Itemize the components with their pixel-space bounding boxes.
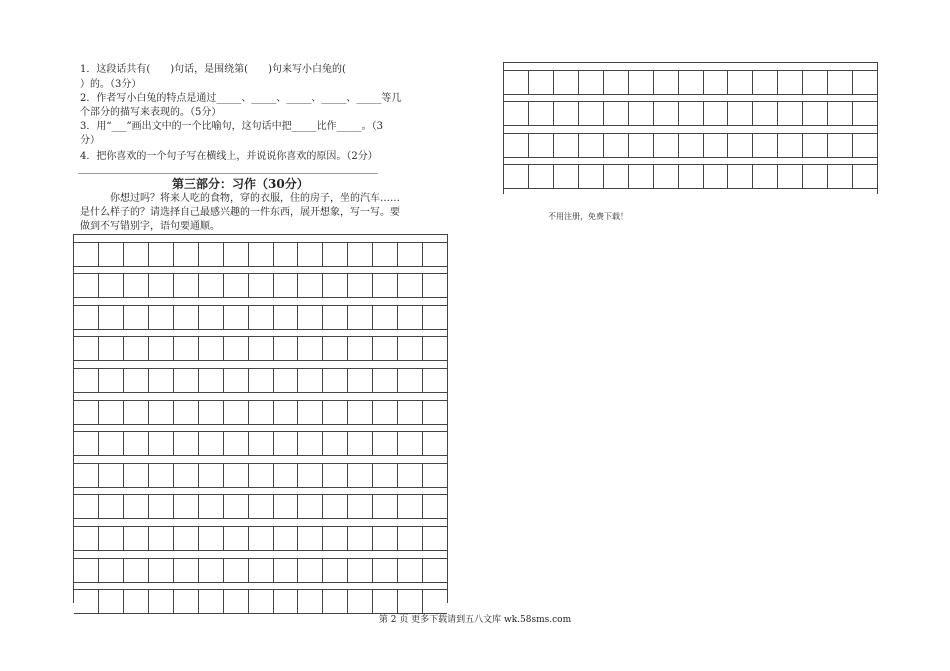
grid-row xyxy=(74,305,447,330)
grid-cell[interactable] xyxy=(579,134,604,157)
grid-row xyxy=(504,70,877,95)
prompt-line-1: 你想过吗？将来人吃的食物，穿的衣服，住的房子，坐的汽车…… xyxy=(110,193,400,204)
grid-cell[interactable] xyxy=(803,134,828,157)
grid-cell[interactable] xyxy=(704,71,729,94)
grid-cell[interactable] xyxy=(224,559,249,582)
grid-cell[interactable] xyxy=(629,134,654,157)
grid-cell[interactable] xyxy=(149,306,174,329)
grid-cell[interactable] xyxy=(149,590,174,613)
grid-cell[interactable] xyxy=(629,165,654,188)
grid-cell[interactable] xyxy=(704,134,729,157)
grid-cell[interactable] xyxy=(74,369,99,392)
grid-cell[interactable] xyxy=(298,559,323,582)
grid-cell[interactable] xyxy=(778,71,803,94)
grid-cell[interactable] xyxy=(199,243,224,266)
grid-cell[interactable] xyxy=(679,134,704,157)
grid-cell[interactable] xyxy=(199,401,224,424)
grid-cell[interactable] xyxy=(853,165,877,188)
grid-cell[interactable] xyxy=(398,559,423,582)
section-title: 第三部分：习作（30分） xyxy=(172,177,309,191)
grid-cell[interactable] xyxy=(274,432,299,455)
grid-row xyxy=(74,463,447,488)
grid-cell[interactable] xyxy=(174,306,199,329)
prompt-line-3: 做到不写错别字，语句要通顺。 xyxy=(80,221,220,232)
grid-cell[interactable] xyxy=(504,102,529,125)
grid-cell[interactable] xyxy=(373,369,398,392)
grid-cell[interactable] xyxy=(398,527,423,550)
grid-cell[interactable] xyxy=(199,464,224,487)
grid-cell[interactable] xyxy=(224,243,249,266)
grid-cell[interactable] xyxy=(174,464,199,487)
grid-cell[interactable] xyxy=(323,590,348,613)
grid-cell[interactable] xyxy=(728,102,753,125)
grid-cell[interactable] xyxy=(124,464,149,487)
grid-cell[interactable] xyxy=(124,306,149,329)
grid-cell[interactable] xyxy=(199,337,224,360)
grid-cell[interactable] xyxy=(778,165,803,188)
grid-cell[interactable] xyxy=(249,590,274,613)
grid-cell[interactable] xyxy=(224,432,249,455)
prompt-line-2: 是什么样子的？请选择自己最感兴趣的一件东西，展开想象，写一写。要 xyxy=(80,207,400,218)
page-footer: 第 2 页 更多下载请到五八文库 wk.58sms.com xyxy=(378,615,572,625)
grid-cell[interactable] xyxy=(778,134,803,157)
grid-cell[interactable] xyxy=(753,165,778,188)
grid-row xyxy=(74,400,447,425)
grid-cell[interactable] xyxy=(373,243,398,266)
grid-cell[interactable] xyxy=(529,165,554,188)
grid-cell[interactable] xyxy=(199,306,224,329)
grid-cell[interactable] xyxy=(398,495,423,518)
grid-cell[interactable] xyxy=(298,527,323,550)
grid-cell[interactable] xyxy=(124,274,149,297)
grid-cell[interactable] xyxy=(554,165,579,188)
grid-cell[interactable] xyxy=(149,369,174,392)
grid-cell[interactable] xyxy=(124,337,149,360)
grid-cell[interactable] xyxy=(554,71,579,94)
grid-cell[interactable] xyxy=(274,590,299,613)
grid-cell[interactable] xyxy=(348,337,373,360)
grid-cell[interactable] xyxy=(298,306,323,329)
grid-cell[interactable] xyxy=(298,590,323,613)
grid-cell[interactable] xyxy=(348,527,373,550)
grid-cell[interactable] xyxy=(348,306,373,329)
grid-row xyxy=(74,368,447,393)
grid-cell[interactable] xyxy=(828,71,853,94)
grid-cell[interactable] xyxy=(224,590,249,613)
grid-cell[interactable] xyxy=(323,369,348,392)
grid-cell[interactable] xyxy=(249,464,274,487)
grid-cell[interactable] xyxy=(298,369,323,392)
grid-cell[interactable] xyxy=(124,495,149,518)
grid-cell[interactable] xyxy=(373,464,398,487)
grid-row xyxy=(74,336,447,361)
grid-row xyxy=(74,558,447,583)
grid-cell[interactable] xyxy=(529,71,554,94)
grid-cell[interactable] xyxy=(249,306,274,329)
grid-cell[interactable] xyxy=(348,559,373,582)
grid-cell[interactable] xyxy=(249,274,274,297)
grid-cell[interactable] xyxy=(803,165,828,188)
grid-cell[interactable] xyxy=(504,71,529,94)
grid-cell[interactable] xyxy=(298,401,323,424)
grid-cell[interactable] xyxy=(679,102,704,125)
grid-cell[interactable] xyxy=(728,134,753,157)
grid-cell[interactable] xyxy=(373,274,398,297)
grid-cell[interactable] xyxy=(373,337,398,360)
grid-cell[interactable] xyxy=(99,337,124,360)
grid-cell[interactable] xyxy=(124,527,149,550)
grid-cell[interactable] xyxy=(149,401,174,424)
grid-cell[interactable] xyxy=(74,527,99,550)
grid-cell[interactable] xyxy=(99,590,124,613)
grid-cell[interactable] xyxy=(679,165,704,188)
grid-cell[interactable] xyxy=(74,337,99,360)
grid-cell[interactable] xyxy=(274,559,299,582)
grid-cell[interactable] xyxy=(174,274,199,297)
grid-cell[interactable] xyxy=(298,337,323,360)
grid-cell[interactable] xyxy=(298,274,323,297)
grid-cell[interactable] xyxy=(99,527,124,550)
grid-cell[interactable] xyxy=(504,134,529,157)
grid-cell[interactable] xyxy=(249,337,274,360)
grid-cell[interactable] xyxy=(398,337,423,360)
grid-cell[interactable] xyxy=(348,432,373,455)
grid-cell[interactable] xyxy=(423,590,447,613)
grid-cell[interactable] xyxy=(629,102,654,125)
grid-cell[interactable] xyxy=(298,495,323,518)
question-2-line-2: 个部分的描写来表现的。（5分） xyxy=(80,107,222,118)
grid-cell[interactable] xyxy=(199,559,224,582)
grid-cell[interactable] xyxy=(398,274,423,297)
grid-cell[interactable] xyxy=(604,165,629,188)
grid-cell[interactable] xyxy=(423,527,447,550)
grid-cell[interactable] xyxy=(348,243,373,266)
grid-cell[interactable] xyxy=(803,71,828,94)
question-3-line-2: 分） xyxy=(80,135,100,146)
grid-cell[interactable] xyxy=(554,102,579,125)
grid-cell[interactable] xyxy=(174,432,199,455)
grid-cell[interactable] xyxy=(74,464,99,487)
grid-cell[interactable] xyxy=(149,274,174,297)
grid-cell[interactable] xyxy=(323,527,348,550)
grid-row xyxy=(74,273,447,298)
grid-row xyxy=(504,101,877,126)
grid-cell[interactable] xyxy=(74,243,99,266)
grid-cell[interactable] xyxy=(704,165,729,188)
grid-cell[interactable] xyxy=(604,134,629,157)
grid-cell[interactable] xyxy=(99,243,124,266)
grid-cell[interactable] xyxy=(74,401,99,424)
grid-cell[interactable] xyxy=(74,559,99,582)
grid-cell[interactable] xyxy=(174,590,199,613)
grid-cell[interactable] xyxy=(423,464,447,487)
grid-cell[interactable] xyxy=(274,243,299,266)
grid-cell[interactable] xyxy=(579,102,604,125)
grid-cell[interactable] xyxy=(828,102,853,125)
question-4: 4．把你喜欢的一个句子写在横线上，并说说你喜欢的原因。（2分） xyxy=(80,151,378,162)
grid-cell[interactable] xyxy=(398,306,423,329)
grid-cell[interactable] xyxy=(249,432,274,455)
grid-cell[interactable] xyxy=(323,495,348,518)
grid-cell[interactable] xyxy=(423,243,447,266)
grid-cell[interactable] xyxy=(224,369,249,392)
grid-cell[interactable] xyxy=(224,527,249,550)
grid-cell[interactable] xyxy=(323,559,348,582)
grid-cell[interactable] xyxy=(224,401,249,424)
grid-top-rule xyxy=(74,234,447,235)
grid-cell[interactable] xyxy=(504,165,529,188)
grid-cell[interactable] xyxy=(199,369,224,392)
grid-row xyxy=(74,431,447,456)
grid-cell[interactable] xyxy=(654,71,679,94)
note-text: 不用注册，免费下载！ xyxy=(548,212,628,221)
grid-cell[interactable] xyxy=(174,369,199,392)
grid-cell[interactable] xyxy=(853,102,877,125)
writing-grid-right[interactable] xyxy=(503,62,878,194)
grid-cell[interactable] xyxy=(398,590,423,613)
grid-cell[interactable] xyxy=(529,102,554,125)
grid-cell[interactable] xyxy=(274,527,299,550)
grid-cell[interactable] xyxy=(654,165,679,188)
grid-cell[interactable] xyxy=(423,337,447,360)
grid-cell[interactable] xyxy=(199,432,224,455)
grid-cell[interactable] xyxy=(423,559,447,582)
grid-cell[interactable] xyxy=(149,495,174,518)
grid-cell[interactable] xyxy=(74,274,99,297)
grid-cell[interactable] xyxy=(174,495,199,518)
grid-cell[interactable] xyxy=(828,165,853,188)
grid-cell[interactable] xyxy=(323,464,348,487)
grid-cell[interactable] xyxy=(174,527,199,550)
grid-cell[interactable] xyxy=(554,134,579,157)
grid-cell[interactable] xyxy=(199,495,224,518)
grid-cell[interactable] xyxy=(323,306,348,329)
grid-cell[interactable] xyxy=(373,495,398,518)
grid-top-rule xyxy=(504,62,877,63)
grid-cell[interactable] xyxy=(274,495,299,518)
grid-row xyxy=(504,164,877,189)
grid-cell[interactable] xyxy=(778,102,803,125)
grid-cell[interactable] xyxy=(124,243,149,266)
grid-cell[interactable] xyxy=(298,432,323,455)
grid-cell[interactable] xyxy=(174,401,199,424)
grid-cell[interactable] xyxy=(149,432,174,455)
grid-cell[interactable] xyxy=(348,464,373,487)
grid-row xyxy=(74,242,447,267)
grid-cell[interactable] xyxy=(348,495,373,518)
grid-cell[interactable] xyxy=(249,495,274,518)
grid-cell[interactable] xyxy=(274,401,299,424)
grid-cell[interactable] xyxy=(199,274,224,297)
grid-cell[interactable] xyxy=(323,274,348,297)
grid-cell[interactable] xyxy=(124,559,149,582)
grid-cell[interactable] xyxy=(373,306,398,329)
grid-cell[interactable] xyxy=(728,165,753,188)
grid-cell[interactable] xyxy=(348,369,373,392)
grid-cell[interactable] xyxy=(224,495,249,518)
grid-cell[interactable] xyxy=(174,559,199,582)
grid-cell[interactable] xyxy=(753,71,778,94)
grid-cell[interactable] xyxy=(654,102,679,125)
grid-cell[interactable] xyxy=(249,401,274,424)
grid-row xyxy=(504,133,877,158)
grid-cell[interactable] xyxy=(99,369,124,392)
grid-cell[interactable] xyxy=(704,102,729,125)
grid-cell[interactable] xyxy=(853,134,877,157)
grid-cell[interactable] xyxy=(74,306,99,329)
grid-cell[interactable] xyxy=(74,495,99,518)
grid-cell[interactable] xyxy=(423,495,447,518)
grid-cell[interactable] xyxy=(174,243,199,266)
answer-line xyxy=(78,173,378,174)
grid-cell[interactable] xyxy=(373,527,398,550)
grid-cell[interactable] xyxy=(74,432,99,455)
grid-cell[interactable] xyxy=(249,243,274,266)
grid-row xyxy=(74,494,447,519)
grid-cell[interactable] xyxy=(398,432,423,455)
grid-cell[interactable] xyxy=(99,432,124,455)
grid-cell[interactable] xyxy=(579,71,604,94)
grid-cell[interactable] xyxy=(398,369,423,392)
grid-cell[interactable] xyxy=(323,243,348,266)
grid-cell[interactable] xyxy=(753,134,778,157)
grid-cell[interactable] xyxy=(298,464,323,487)
grid-cell[interactable] xyxy=(348,401,373,424)
grid-cell[interactable] xyxy=(274,306,299,329)
grid-cell[interactable] xyxy=(373,590,398,613)
grid-cell[interactable] xyxy=(323,401,348,424)
grid-row xyxy=(74,526,447,551)
grid-cell[interactable] xyxy=(274,369,299,392)
grid-cell[interactable] xyxy=(149,337,174,360)
grid-cell[interactable] xyxy=(224,464,249,487)
grid-cell[interactable] xyxy=(323,432,348,455)
grid-cell[interactable] xyxy=(224,274,249,297)
grid-cell[interactable] xyxy=(199,590,224,613)
grid-cell[interactable] xyxy=(828,134,853,157)
grid-cell[interactable] xyxy=(99,464,124,487)
grid-cell[interactable] xyxy=(398,243,423,266)
grid-cell[interactable] xyxy=(74,590,99,613)
grid-cell[interactable] xyxy=(423,369,447,392)
question-1-line-2: ）的。（3分） xyxy=(80,79,142,90)
grid-cell[interactable] xyxy=(199,527,224,550)
grid-cell[interactable] xyxy=(728,71,753,94)
grid-cell[interactable] xyxy=(373,401,398,424)
grid-cell[interactable] xyxy=(373,432,398,455)
grid-cell[interactable] xyxy=(274,464,299,487)
grid-cell[interactable] xyxy=(348,274,373,297)
grid-cell[interactable] xyxy=(274,274,299,297)
grid-cell[interactable] xyxy=(149,559,174,582)
grid-cell[interactable] xyxy=(423,306,447,329)
grid-cell[interactable] xyxy=(348,590,373,613)
question-1-line-1: 1．这段话共有( )句话，是围绕第( )句来写小白兔的( xyxy=(80,64,346,75)
grid-cell[interactable] xyxy=(224,337,249,360)
question-3-line-1: 3．用“___”画出文中的一个比喻句，这句话中把_____比作_____。（3 xyxy=(80,121,383,132)
grid-cell[interactable] xyxy=(579,165,604,188)
grid-cell[interactable] xyxy=(629,71,654,94)
grid-cell[interactable] xyxy=(604,71,629,94)
grid-cell[interactable] xyxy=(803,102,828,125)
grid-cell[interactable] xyxy=(423,432,447,455)
grid-cell[interactable] xyxy=(853,71,877,94)
writing-grid-left[interactable] xyxy=(73,234,448,603)
grid-cell[interactable] xyxy=(298,243,323,266)
grid-cell[interactable] xyxy=(249,559,274,582)
grid-cell[interactable] xyxy=(124,401,149,424)
grid-cell[interactable] xyxy=(398,464,423,487)
grid-cell[interactable] xyxy=(99,306,124,329)
grid-cell[interactable] xyxy=(274,337,299,360)
grid-cell[interactable] xyxy=(753,102,778,125)
grid-cell[interactable] xyxy=(224,306,249,329)
grid-cell[interactable] xyxy=(323,337,348,360)
grid-cell[interactable] xyxy=(249,369,274,392)
grid-cell[interactable] xyxy=(124,369,149,392)
grid-cell[interactable] xyxy=(124,590,149,613)
grid-cell[interactable] xyxy=(149,527,174,550)
grid-cell[interactable] xyxy=(99,274,124,297)
grid-cell[interactable] xyxy=(529,134,554,157)
grid-cell[interactable] xyxy=(174,337,199,360)
grid-cell[interactable] xyxy=(423,274,447,297)
grid-cell[interactable] xyxy=(654,134,679,157)
grid-cell[interactable] xyxy=(99,559,124,582)
question-2-line-1: 2．作者写小白兔的特点是通过_____、_____、_____、_____、_____等几 xyxy=(80,93,402,104)
grid-cell[interactable] xyxy=(249,527,274,550)
grid-cell[interactable] xyxy=(99,495,124,518)
grid-cell[interactable] xyxy=(149,243,174,266)
grid-cell[interactable] xyxy=(99,401,124,424)
grid-row xyxy=(74,589,447,614)
grid-cell[interactable] xyxy=(604,102,629,125)
grid-cell[interactable] xyxy=(398,401,423,424)
grid-cell[interactable] xyxy=(423,401,447,424)
grid-cell[interactable] xyxy=(124,432,149,455)
grid-cell[interactable] xyxy=(679,71,704,94)
grid-cell[interactable] xyxy=(149,464,174,487)
grid-cell[interactable] xyxy=(373,559,398,582)
